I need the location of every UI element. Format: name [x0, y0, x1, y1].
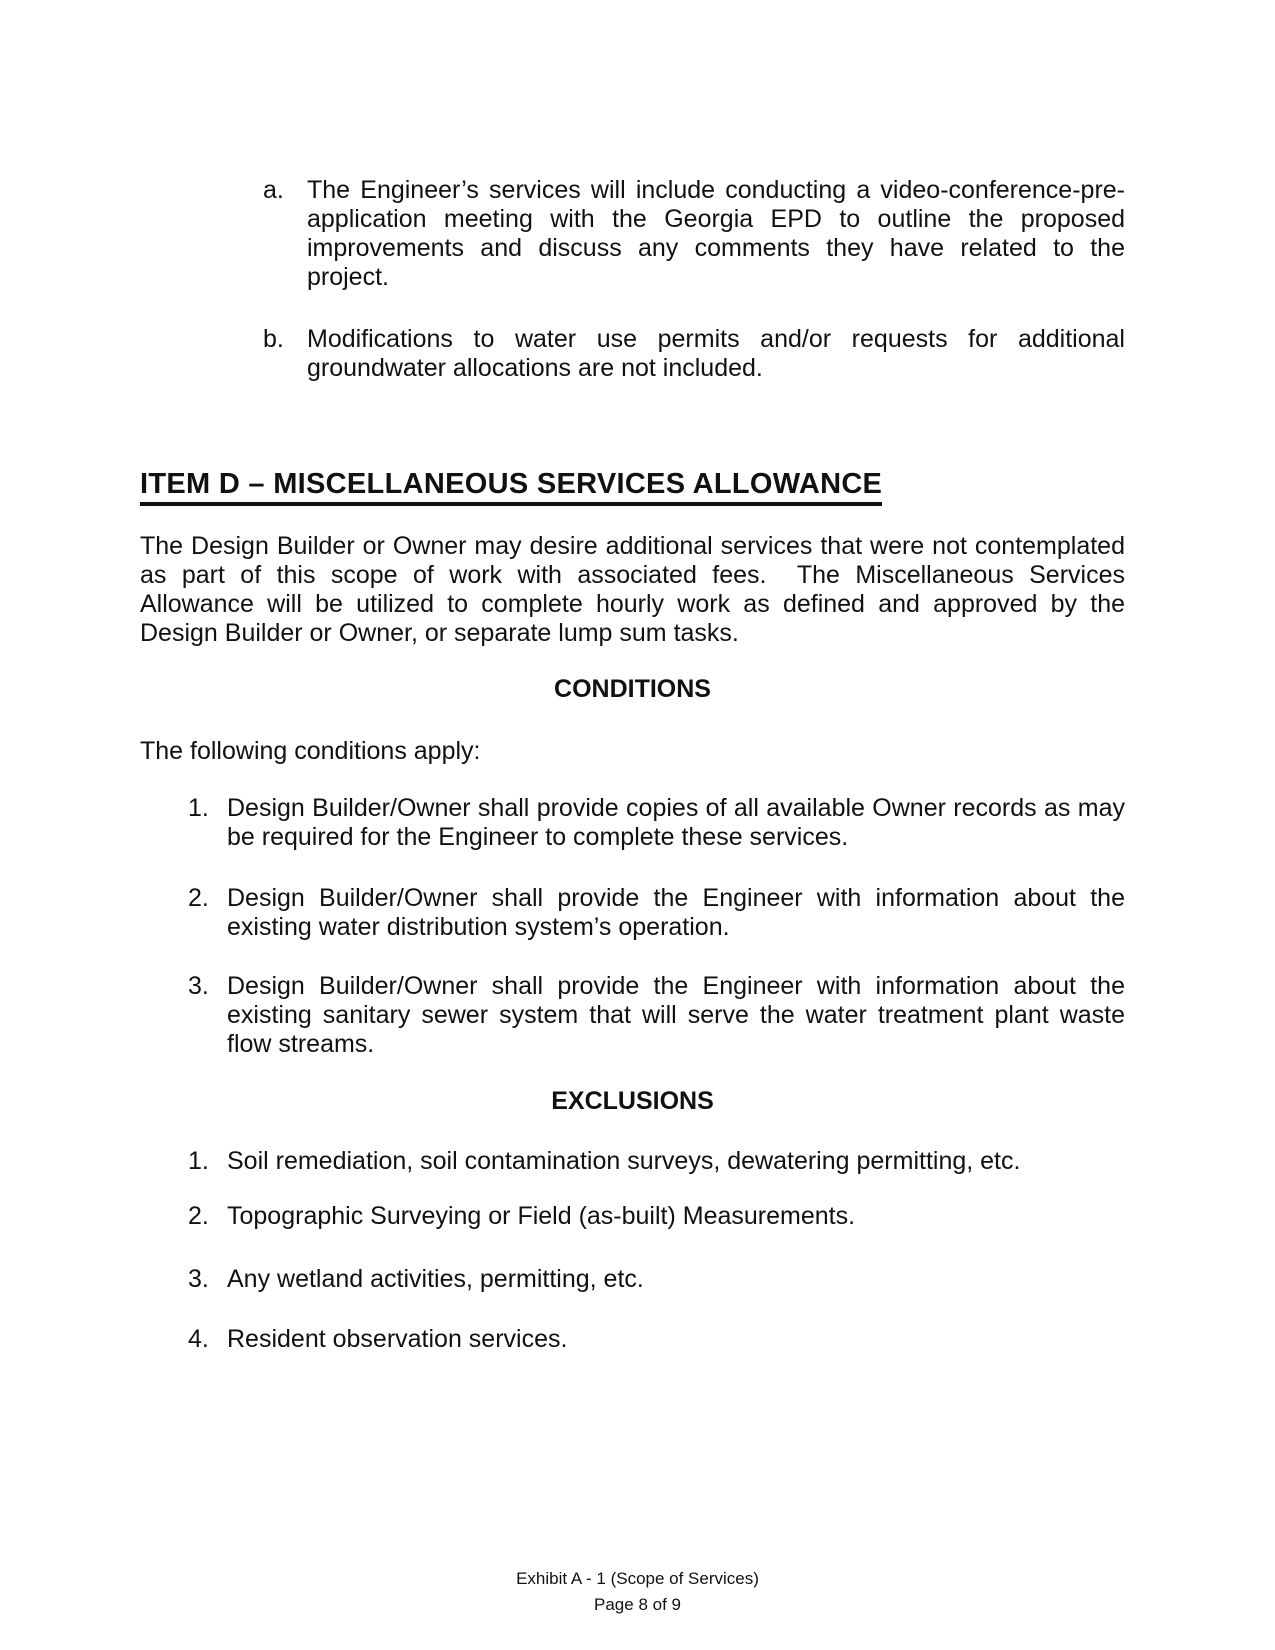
page-content [140, 176, 1139, 1354]
exclusions-heading: EXCLUSIONS [551, 1087, 714, 1115]
condition-item-3 [140, 972, 1139, 1059]
exclusion-item-1-marker: 1. [188, 1147, 209, 1175]
condition-item-3-text: Design Builder/Owner shall provide the Engineer with information about the existing sanitary sewer system that will serve the water treatment plant waste flow streams. [227, 972, 1139, 1058]
conditions-lead: The following conditions apply: [140, 737, 481, 765]
condition-item-1-text: Design Builder/Owner shall provide copies of all available Owner records as may be required for the Engineer to complete these services. [227, 794, 1139, 851]
exclusion-item-2 [140, 1202, 1125, 1231]
lettered-item-b [140, 325, 1132, 383]
item-d-paragraph: The Design Builder or Owner may desire additional services that were not contemplated as part of this scope of work with associated fees. The Miscellaneous Services Allowance will be utilized to complete hourly work as defined and approved by the Design Builder or Owner, or separate lump sum tasks. [140, 532, 1132, 647]
exclusion-item-1-text: Soil remediation, soil contamination surveys, dewatering permitting, etc. [227, 1147, 1021, 1175]
condition-item-3-marker: 3. [188, 972, 209, 1000]
exclusion-item-1 [140, 1147, 1125, 1176]
exclusion-item-4 [140, 1325, 1125, 1354]
condition-item-2-marker: 2. [188, 884, 209, 912]
condition-item-1-marker: 1. [188, 794, 209, 822]
condition-item-2-text: Design Builder/Owner shall provide the Engineer with information about the existing water distribution system’s operation. [227, 884, 1132, 941]
exclusion-item-2-text: Topographic Surveying or Field (as-built) Measurements. [227, 1202, 856, 1230]
exclusion-item-2-marker: 2. [188, 1202, 209, 1230]
exclusion-item-3-text: Any wetland activities, permitting, etc. [227, 1265, 644, 1293]
exclusion-item-4-marker: 4. [188, 1325, 209, 1353]
lettered-item-a [140, 176, 1132, 292]
lettered-item-b-text: Modifications to water use permits and/or requests for additional groundwater allocations are not included. [307, 325, 1132, 382]
condition-item-1 [140, 794, 1139, 852]
condition-item-2 [140, 884, 1132, 942]
exclusion-item-4-text: Resident observation services. [227, 1325, 568, 1353]
lettered-item-a-marker: a. [263, 176, 284, 204]
lettered-item-a-text: The Engineer’s services will include conducting a video-conference-pre-application meeting with the Georgia EPD to outline the proposed improvements and discuss any comments they have related to the project. [307, 176, 1132, 291]
footer-page-number: Page 8 of 9 [594, 1595, 681, 1614]
page-footer [0, 1566, 1275, 1618]
item-d-heading-text: ITEM D – MISCELLANEOUS SERVICES ALLOWANCE [140, 469, 882, 506]
footer-exhibit-label: Exhibit A - 1 (Scope of Services) [516, 1569, 759, 1588]
lettered-item-b-marker: b. [263, 325, 284, 353]
exclusion-item-3-marker: 3. [188, 1265, 209, 1293]
conditions-heading: CONDITIONS [554, 675, 711, 703]
item-d-heading [140, 469, 1125, 506]
exclusion-item-3 [140, 1265, 1125, 1294]
